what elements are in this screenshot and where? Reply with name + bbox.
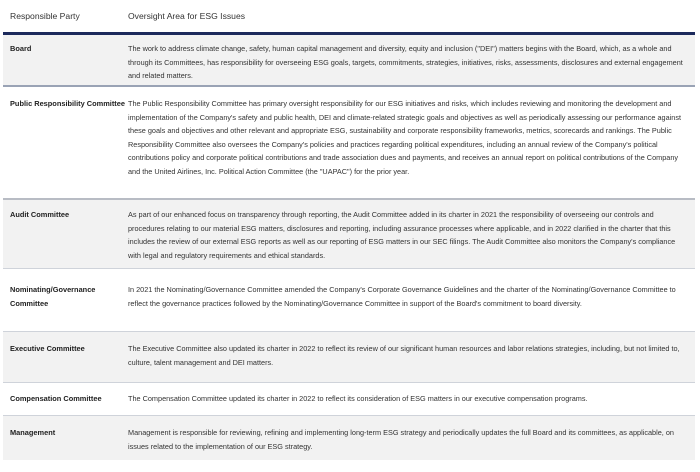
party-cell: Executive Committee — [10, 344, 85, 353]
table-row-board — [3, 35, 695, 87]
party-cell: Public Responsibility Committee — [10, 99, 125, 108]
oversight-cell: The Public Responsibility Committee has primary oversight responsibility for our ESG initiatives and risks, which includes reviewing and monitoring the development and implementation of the Company's safety and public health, DEI and climate-related strategic goals and objectives as well as periodically assessing our performance against these goals and objectives and other relevant and appropriate ESG, sustainability and corporate responsibility frameworks, metrics, scorecards and rankings. The Public Responsibility Committee also oversees the Company's policies and practices regarding political expenditures, including an annual review of the Company's political contributions policy and corporate political contributions and trade association dues and payments, and receives an annual report on political contributions of the Company and the United Airlines, Inc. Political Action Committee (the "UAPAC") for the prior year. — [128, 99, 682, 176]
table-row-audit — [3, 200, 695, 269]
oversight-cell: The work to address climate change, safety, human capital management and diversity, equity and inclusion ("DEI") matters begins with the Board, which, as a whole and through its Committees, has responsibility for overseeing ESG goals, targets, commitments, strategies, initiatives, risks, assessments, disclosures and external engagement and related matters. — [128, 44, 683, 81]
table-row-nominating-governance — [3, 269, 695, 332]
party-cell: Nominating/Governance Committee — [10, 285, 96, 308]
oversight-cell: In 2021 the Nominating/Governance Committee amended the Company's Corporate Governance Guidelines and the charter of the Nominating/Governance Committee to reflect the governance practices followed by the Nominating/Governance Committee in support of the Board's commitment to board diversity. — [128, 285, 676, 308]
oversight-cell: Management is responsible for reviewing, refining and implementing long-term ESG strategy and periodically updates the full Board and its committees, as applicable, on issues related to the implementation of our ESG strategy. — [128, 428, 674, 451]
table-row-management — [3, 416, 695, 460]
table-row-compensation — [3, 383, 695, 416]
table-row-public-responsibility — [3, 87, 695, 200]
party-cell: Audit Committee — [10, 210, 70, 219]
oversight-cell: The Compensation Committee updated its charter in 2022 to reflect its consideration of ESG matters in our executive compensation programs. — [128, 394, 588, 403]
party-cell: Management — [10, 428, 56, 437]
table-header — [3, 0, 695, 35]
esg-oversight-table — [3, 0, 695, 460]
table-row-executive — [3, 332, 695, 383]
oversight-cell: As part of our enhanced focus on transparency through reporting, the Audit Committee added in its charter in 2021 the responsibility of overseeing our controls and procedures relating to our material ESG matters, disclosures and reporting, including assurance processes where applicable, and in 2022 clarified in the charter that this includes the review of our external ESG reports as well as our reporting of ESG matters in our SEC filings. The Audit Committee also monitors the Company's compliance with legal and regulatory requirements and ethical standards. — [128, 210, 676, 260]
header-oversight-area: Oversight Area for ESG Issues — [128, 11, 246, 21]
header-responsible-party: Responsible Party — [10, 11, 80, 21]
party-cell: Board — [10, 44, 32, 53]
oversight-cell: The Executive Committee also updated its charter in 2022 to reflect its review of our significant human resources and labor relations strategies, including, but not limited to, culture, talent management and DEI matters. — [128, 344, 680, 367]
party-cell: Compensation Committee — [10, 394, 102, 403]
